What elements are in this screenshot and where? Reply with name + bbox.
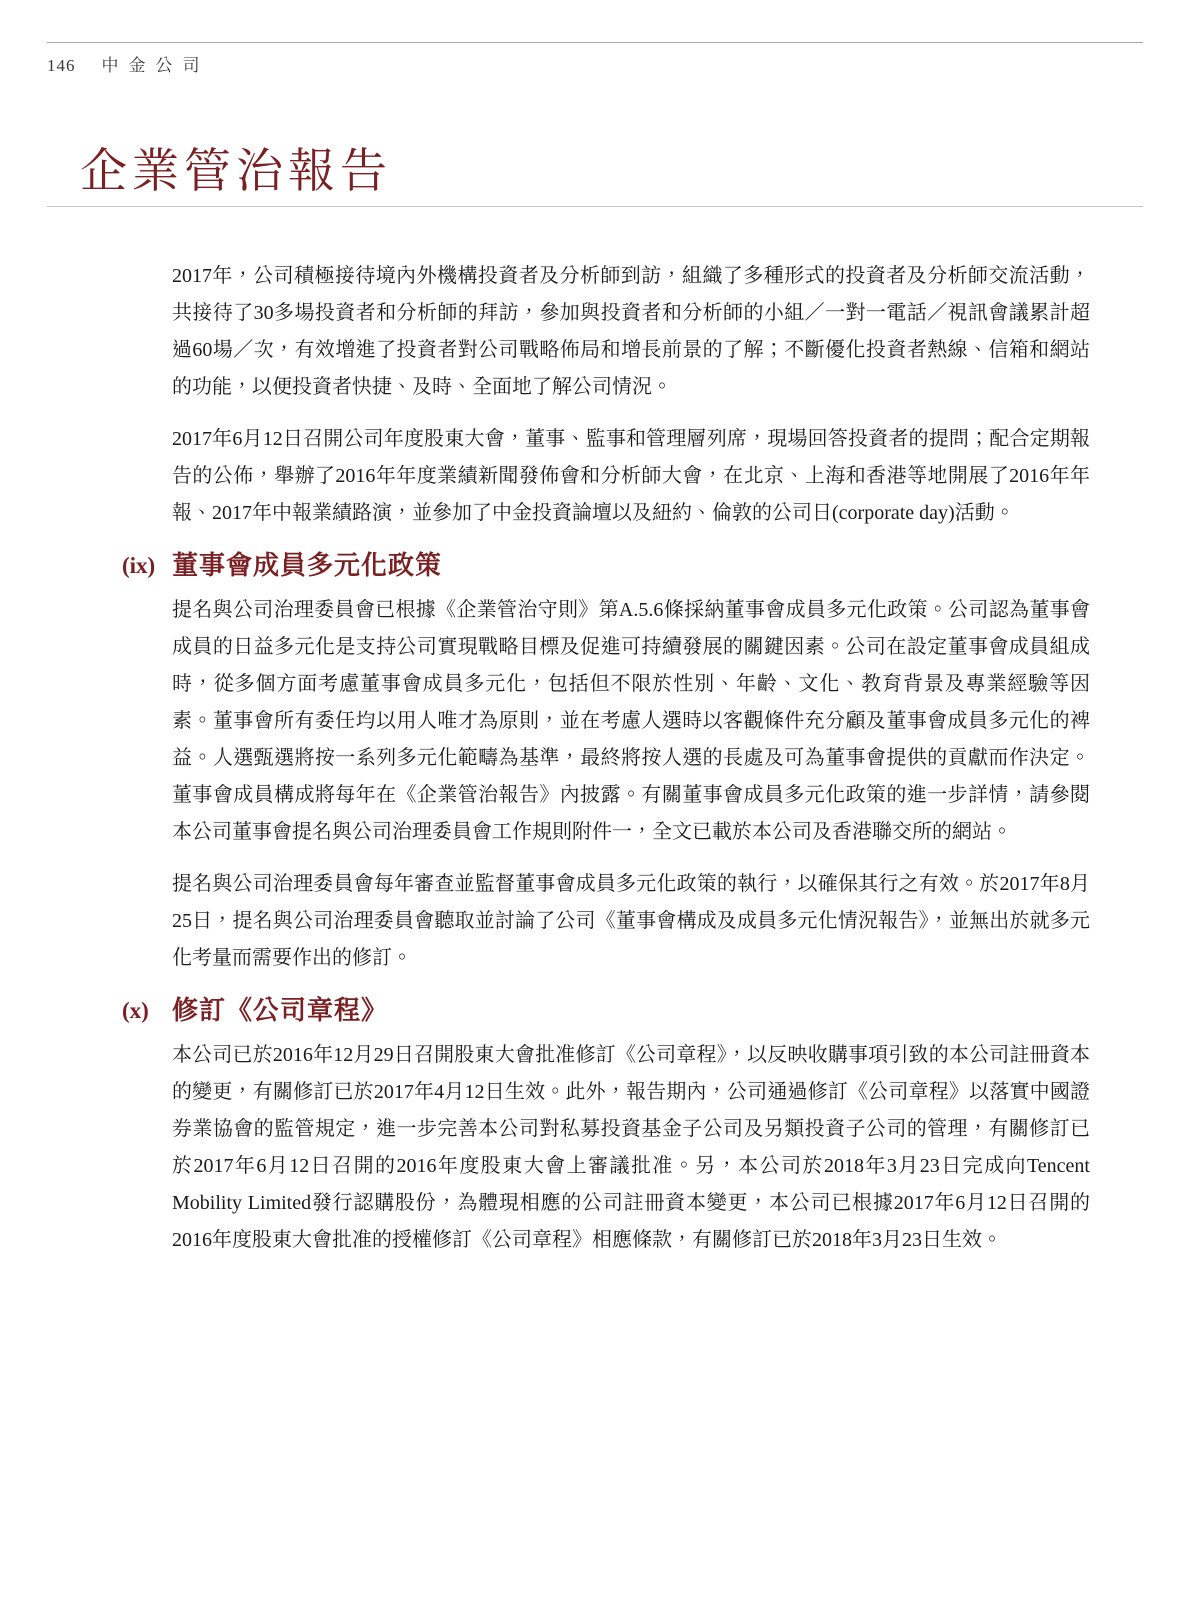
title-divider (47, 206, 1143, 207)
intro-paragraph-2: 2017年6月12日召開公司年度股東大會，董事、監事和管理層列席，現場回答投資者的提問；配合定期報告的公佈，舉辦了2016年年度業績新聞發佈會和分析師大會，在北京、上海和香港等地開展了2016年年報、2017年中報業績路演，並參加了中金投資論壇以及紐約、倫敦的公司日(corporate day)活動。 (172, 428, 1090, 524)
report-body (122, 258, 1090, 1274)
section-heading-board-diversity (122, 547, 1090, 584)
company-name: 中金公司 (101, 56, 210, 75)
section-number-x: (x) (122, 998, 149, 1023)
page-header (47, 51, 210, 76)
page-title: 企業管治報告 (80, 146, 392, 198)
section-ix-paragraph-2: 提名與公司治理委員會每年審查並監督董事會成員多元化政策的執行，以確保其行之有效。於2017年8月25日，提名與公司治理委員會聽取並討論了公司《董事會構成及成員多元化情況報告》，並無出於就多元化考量而需要作出的修訂。 (172, 873, 1090, 969)
section-number-ix: (ix) (122, 553, 156, 578)
section-title-x: 修訂《公司章程》 (172, 996, 389, 1025)
header-divider (47, 42, 1143, 43)
section-heading-articles-amendment (122, 992, 1090, 1029)
page-number: 146 (47, 56, 76, 75)
section-title-ix: 董事會成員多元化政策 (172, 551, 443, 580)
section-ix-paragraph-1: 提名與公司治理委員會已根據《企業管治守則》第A.5.6條採納董事會成員多元化政策。公司認為董事會成員的日益多元化是支持公司實現戰略目標及促進可持續發展的關鍵因素。公司在設定董事會成員組成時，從多個方面考慮董事會成員多元化，包括但不限於性別、年齡、文化、教育背景及專業經驗等因素。董事會所有委任均以用人唯才為原則，並在考慮人選時以客觀條件充分顧及董事會成員多元化的裨益。人選甄選將按一系列多元化範疇為基準，最終將按人選的長處及可為董事會提供的貢獻而作決定。董事會成員構成將每年在《企業管治報告》內披露。有關董事會成員多元化政策的進一步詳情，請參閱本公司董事會提名與公司治理委員會工作規則附件一，全文已載於本公司及香港聯交所的網站。 (172, 599, 1090, 843)
section-x-paragraph-1: 本公司已於2016年12月29日召開股東大會批准修訂《公司章程》，以反映收購事項引致的本公司註冊資本的變更，有關修訂已於2017年4月12日生效。此外，報告期內，公司通過修訂《公司章程》以落實中國證券業協會的監管規定，進一步完善本公司對私募投資基金子公司及另類投資子公司的管理，有關修訂已於2017年6月12日召開的2016年度股東大會上審議批准。另，本公司於2018年3月23日完成向Tencent Mobility Limited發行認購股份，為體現相應的公司註冊資本變更，本公司已根據2017年6月12日召開的2016年度股東大會批准的授權修訂《公司章程》相應條款，有關修訂已於2018年3月23日生效。 (172, 1044, 1090, 1251)
intro-paragraph-1: 2017年，公司積極接待境內外機構投資者及分析師到訪，組織了多種形式的投資者及分析師交流活動，共接待了30多場投資者和分析師的拜訪，參加與投資者和分析師的小組／一對一電話／視訊會議累計超過60場／次，有效增進了投資者對公司戰略佈局和增長前景的了解；不斷優化投資者熱線、信箱和網站的功能，以便投資者快捷、及時、全面地了解公司情況。 (172, 265, 1090, 398)
